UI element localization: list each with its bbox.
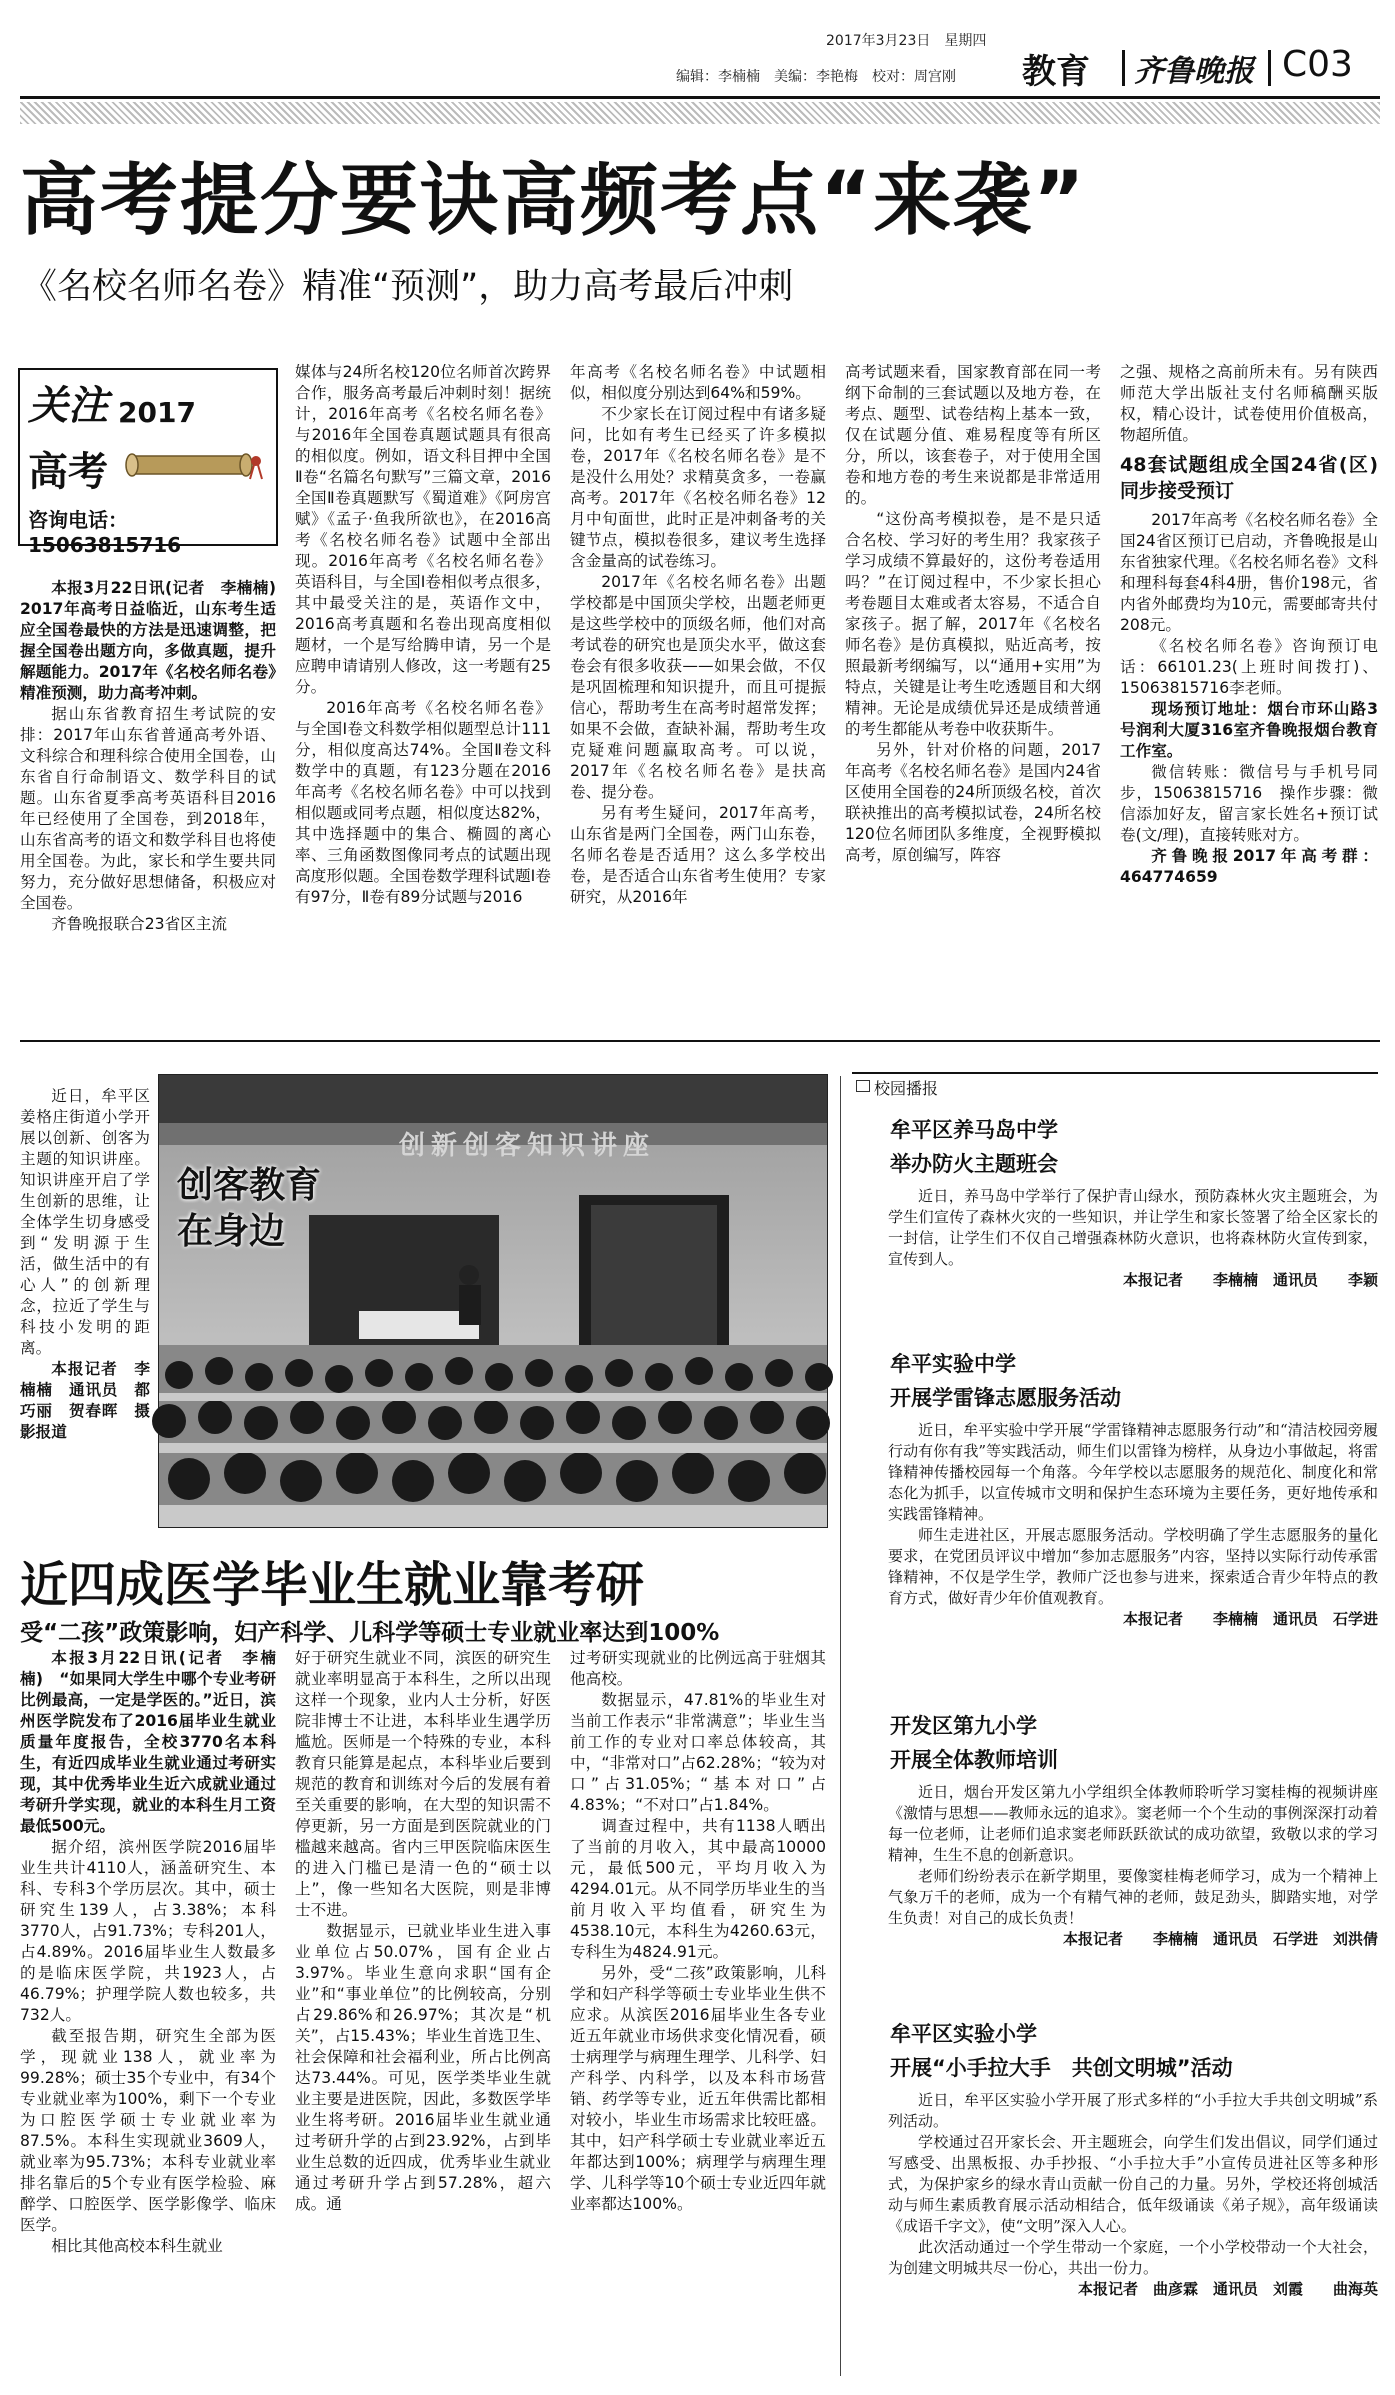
section-rule	[20, 1040, 1380, 1042]
brief-subtitle: 举办防火主题班会	[890, 1152, 1058, 1176]
brief-title: 牟平区养马岛中学	[890, 1118, 1058, 1142]
article1-paragraph: 现场预订地址：烟台市环山路3号润利大厦316室齐鲁晚报烟台教育工作室。	[1120, 700, 1378, 760]
paper-logo: 齐鲁晚报	[1134, 54, 1254, 89]
hotline-label: 咨询电话：	[28, 508, 128, 532]
article2-col2	[295, 1648, 551, 2376]
article1-paragraph: 高考试题来看，国家教育部在同一考纲下命制的三套试题以及地方卷，在考点、题型、试卷结构上基本一致，仅在试题分值、难易程度等有所区分，所以，该套卷子，对于使用全国卷和地方卷的考生来说都是非常适用的。	[845, 363, 1101, 507]
scroll-icon	[124, 448, 264, 482]
promo-year: 2017	[118, 396, 196, 429]
brief-byline: 本报记者 曲彦霖 通讯员 刘霞 曲海英	[1077, 2280, 1378, 2298]
brief-body	[888, 1186, 1378, 1291]
article1-paragraph: 不少家长在订阅过程中有诸多疑问，比如有考生已经买了许多模拟卷，2017年《名校名师名卷》是不是没什么用处？求精莫贪多，一卷赢高考。2017年《名校名师名卷》12月中旬面世，此时正是冲刺备考的关键节点，模拟卷很多，建议考生选择含金量高的试卷练习。	[570, 405, 826, 570]
photo-label-line1: 创客教育	[177, 1165, 322, 1206]
brief-title: 牟平实验中学	[890, 1352, 1016, 1376]
photo-banner-text: 创新创客知识讲座	[399, 1131, 656, 1161]
gaokao-promo-box	[18, 368, 278, 557]
article2-col1	[20, 1648, 276, 2376]
article1-paragraph: 2017年高考《名校名师名卷》全国24省区预订已启动，齐鲁晚报是山东省独家代理。《名校名师名卷》文科和理科每套4科4册，售价198元，省内省外邮费均为10元，需要邮寄共付208元。	[1120, 511, 1378, 634]
brief-subtitle: 开展全体教师培训	[890, 1748, 1058, 1772]
article2-paragraph: 据介绍，滨州医学院2016届毕业生共计4110人，涵盖研究生、本科、专科3个学历层次。其中，硕士研究生139人，占3.38%；本科3770人，占91.73%；专科201人，占4.89%。2016届毕业生人数最多的是临床医学院，共1923人，占46.79%；护理学院人数也较多，共732人。	[20, 1838, 276, 2024]
article1-paragraph: 2016年高考《名校名师名卷》与全国Ⅰ卷文科数学相似题型总计111分，相似度高达74%。全国Ⅱ卷文科数学中的真题，有123分题在2016年高考《名校名师名卷》中可以找到相似题或同考点题，相似度达82%，其中选择题中的集合、椭圆的离心率、三角函数图像同考点的试题出现高度形似题。全国卷数学理科试题Ⅰ卷有97分，Ⅱ卷有89分试题与2016	[295, 699, 551, 906]
brief-paragraph: 学校通过召开家长会、开主题班会，向学生们发出倡议，同学们通过写感受、出黑板报、办手抄报、“小手拉大手”小宣传员进社区等多种形式，为保护家乡的绿水青山贡献一份自己的力量。另外，学校还将创城活动与师生素质教育展示活动相结合，低年级诵读《弟子规》，高年级诵读《成语千字文》，使“文明”深入人心。	[888, 2133, 1378, 2235]
article1-paragraph: 另有考生疑问，2017年高考，山东省是两门全国卷，两门山东卷，名师名卷是否适用？这么多学校出卷，是否适合山东省考生使用？专家研究，从2016年	[570, 804, 826, 906]
briefs-column-title: 校园播报	[874, 1079, 939, 1098]
brief-item	[890, 1116, 1378, 1178]
photo-label-line2: 在身边	[177, 1211, 286, 1252]
brief-subtitle: 开展学雷锋志愿服务活动	[890, 1386, 1121, 1410]
brief-body	[888, 1782, 1378, 1950]
article1-paragraph: 齐鲁晚报联合23省区主流	[51, 915, 227, 933]
article2-paragraph: 过考研实现就业的比例远高于驻烟其他高校。	[570, 1649, 826, 1688]
article1-col3	[570, 362, 826, 1008]
article1-paragraph: 2017年《名校名师名卷》出题学校都是中国顶尖学校，出题老师更是这些学校中的顶级名师，他们对高考试卷的研究也是顶尖水平，做这套卷会有很多收获——如果会做，不仅是巩固梳理和知识提升，而且可提振信心，帮助考生在高考时超常发挥；如果不会做，查缺补漏，帮助考生攻克疑难问题赢取高考。可以说，2017年《名校名师名卷》是扶高卷、提分卷。	[570, 573, 826, 801]
brief-paragraph: 近日，牟平实验中学开展“学雷锋精神志愿服务行动”和“清洁校园旁履行动有你有我”等实践活动，师生们以雷锋为榜样，从身边小事做起，将雷锋精神传播校园每一个角落。今年学校以志愿服务的规范化、制度化和常态化为抓手，以宣传城市文明和保护生态环境为主要任务，更好地传承和实践雷锋精神。	[888, 1421, 1378, 1523]
section-name: 教育	[1022, 52, 1090, 92]
article1-col4	[845, 362, 1101, 1008]
photo-caption-col	[20, 1086, 150, 1526]
briefs-divider	[840, 1076, 841, 2376]
brief-paragraph: 老师们纷纷表示在新学期里，要像窦桂梅老师学习，成为一个精神上气象万千的老师，成为一个有精气神的老师，鼓足劲头，脚踏实地，对学生负责！对自己的成长负责！	[888, 1867, 1378, 1927]
promo-tag: 关注	[28, 382, 108, 429]
brief-byline: 本报记者 李楠楠 通讯员 石学进	[1122, 1610, 1378, 1628]
top-rule	[20, 96, 1380, 99]
masthead-divider-2	[1268, 50, 1271, 86]
article1-paragraph: 另外，针对价格的问题，2017年高考《名校名师名卷》是国内24省区使用全国卷的24所顶级名校，首次联袂推出的高考模拟试卷，24所名校120位名师团队多维度，全视野模拟高考，原创编写，阵容	[845, 741, 1101, 864]
article2-paragraph: 截至报告期，研究生全部为医学，现就业138人，就业率为99.28%；硕士35个专业中，有34个专业就业率为100%，剩下一个专业为口腔医学硕士专业就业率为87.5%。本科生实现就业3609人，就业率为95.73%；本科专业就业率排名靠后的5个专业有医学检验、麻醉学、口腔医学、医学影像学、临床医学。	[20, 2027, 276, 2234]
brief-subtitle: 开展“小手拉大手 共创文明城”活动	[890, 2056, 1233, 2080]
article2-paragraph: 另外，受“二孩”政策影响，儿科学和妇产科学等硕士专业毕业生供不应求。从滨医2016届毕业生各专业近五年就业市场供求变化情况看，硕士病理学与病理生理学、儿科学、妇产科学、内科学，以及本科市场营销、药学等专业，近五年供需比都相对较小，毕业生市场需求比较旺盛。其中，妇产科学硕士专业就业率近五年都达到100%；病理学与病理生理学、儿科学等10个硕士专业近四年就业率都达100%。	[570, 1964, 826, 2213]
masthead-divider	[1122, 50, 1125, 86]
photo-caption: 近日，牟平区姜格庄街道小学开展以创新、创客为主题的知识讲座。知识讲座开启了学生创新的思维，让全体学生切身感受到“发明源于生活，做生活中的有心人”的创新理念，拉近了学生与科技小发明的距离。	[20, 1087, 150, 1357]
article1-paragraph: 齐鲁晚报2017年高考群：464774659	[1120, 847, 1378, 886]
photo-label	[177, 1163, 321, 1255]
brief-paragraph: 近日，牟平区实验小学开展了形式多样的“小手拉大手共创文明城”系列活动。	[888, 2091, 1378, 2130]
article1-paragraph: 《名校名师名卷》咨询预订电话：66101.23(上班时间拨打)、15063815716李老师。	[1120, 637, 1378, 697]
lecture-photo	[158, 1074, 828, 1528]
article1-paragraph: 年高考《名校名师名卷》中试题相似，相似度分别达到64%和59%。	[570, 363, 826, 402]
article1-paragraph: “这份高考模拟卷，是不是只适合名校、学习好的考生用？我家孩子学习成绩不算最好的，这份考卷适用吗？”在订阅过程中，不少家长担心考卷题目太难或者太容易，不适合自家孩子。据了解，2017年《名校名师名卷》是仿真模拟，贴近高考，按照最新考纲编写，以“通用+实用”为特点，关键是让考生吃透题目和大纲精神。无论是成绩优异还是成绩普通的考生都能从考卷中收获斯牛。	[845, 510, 1101, 738]
issue-date: 2017年3月23日 星期四	[826, 33, 987, 49]
brief-body	[888, 2090, 1378, 2300]
brief-item	[890, 1712, 1378, 1774]
article2-paragraph: 相比其他高校本科生就业	[51, 2237, 223, 2255]
article2-paragraph: 数据显示，已就业毕业生进入事业单位占50.07%，国有企业占3.97%。毕业生意向求职“国有企业”和“事业单位”的比例较高，分别占29.86%和26.97%；其次是“机关”，占15.43%；毕业生首选卫生、社会保障和社会福利业，所占比例高达73.44%。可见，医学类毕业生就业主要是进医院，因此，多数医学毕业生将考研。2016届毕业生就业通过考研升学的占到23.92%，占到毕业生总数的近四成，优秀毕业生就业通过考研升学占到57.28%，超六成。通	[295, 1922, 551, 2213]
page-number: C03	[1282, 44, 1353, 85]
brief-item	[890, 2020, 1378, 2082]
brief-paragraph: 近日，养马岛中学举行了保护青山绿水，预防森林火灾主题班会，为学生们宣传了森林火灾的一些知识，并让学生和家长签署了给全区家长的一封信，让学生们不仅自己增强森林防火意识，也将森林防火宣传到家，宣传到人。	[888, 1187, 1378, 1268]
editor-credits: 编辑：李楠楠 美编：李艳梅 校对：周宫刚	[676, 69, 956, 85]
brief-item	[890, 1350, 1378, 1412]
lead-headline: 高考提分要诀高频考点“来袭”	[20, 156, 1087, 246]
article2-paragraph: 调查过程中，共有1138人晒出了当前的月收入，其中最高10000元，最低500元，平均月收入为4294.01元。从不同学历毕业生的当前月收入平均值看，研究生为4538.10元，本科生为4260.63元，专科生为4824.91元。	[570, 1817, 826, 1961]
article1-subheading: 48套试题组成全国24省(区)同步接受预订	[1120, 454, 1378, 502]
hatched-band	[20, 102, 1380, 124]
article1-lede: 本报3月22日讯(记者 李楠楠) 2017年高考日益临近，山东考生适应全国卷最快的方法是迅速调整，把握全国卷出题方向，多做真题，提升解题能力。2017年《名校名师名卷》精准预测，助力高考冲刺。	[20, 579, 292, 702]
article1-col5	[1120, 362, 1378, 1008]
promo-label: 高考	[28, 449, 108, 495]
article2-paragraph: 好于研究生就业不同，滨医的研究生就业率明显高于本科生，之所以出现这样一个现象，业内人士分析，好医院非博士不让进，本科毕业生遇学历尴尬。医师是一个特殊的专业，本科教育只能算是起点，本科毕业后要到规范的教育和训练对今后的发展有着至关重要的影响，在大型的知识需不停更新，另一方面是到医院就业的门槛越来越高。省内三甲医院临床医生的进入门槛已是清一色的“硕士以上”，像一些知名大医院，则是非博士不进。	[295, 1649, 551, 1919]
article1-paragraph: 据山东省教育招生考试院的安排：2017年山东省普通高考外语、文科综合和理科综合使用全国卷，山东省自行命制语文、数学科目的试题。山东省夏季高考英语科目2016年已经使用了全国卷，到2018年，山东省高考的语文和数学科目也将使用全国卷。为此，家长和学生要共同努力，充分做好思想储备，积极应对全国卷。	[20, 705, 276, 912]
brief-title: 牟平区实验小学	[890, 2022, 1037, 2046]
hotline-number: 15063815716	[28, 533, 182, 557]
article2-headline: 近四成医学毕业生就业靠考研	[20, 1557, 645, 1613]
campus-briefs	[852, 1072, 1378, 2376]
article1-col1	[20, 578, 292, 1008]
article2-subhead: 受“二孩”政策影响，妇产科学、儿科学等硕士专业就业率达到100%	[20, 1620, 720, 1646]
brief-paragraph: 近日，烟台开发区第九小学组织全体教师聆听学习窦桂梅的视频讲座《激情与思想——教师永远的追求》。窦老师一个个生动的事例深深打动着每一位老师，让老师们追求窦老师跃跃欲试的成功欲望，致敬以求的学习精神，生生不息的创新意识。	[888, 1783, 1378, 1864]
article2-lede: 本报3月22日讯(记者 李楠楠) “如果同大学生中哪个专业考研比例最高，一定是学医的。”近日，滨州医学院发布了2016届毕业生就业质量年度报告，全校3770名本科生，有近四成毕业生就业通过考研实现，其中优秀毕业生近六成就业通过考研升学实现，就业的本科生月工资最低500元。	[20, 1649, 276, 1835]
briefs-header	[852, 1072, 1378, 1100]
brief-paragraph: 师生走进社区，开展志愿服务活动。学校明确了学生志愿服务的量化要求，在党团员评议中增加“参加志愿服务”内容，坚持以实际行动传承雷锋精神，不仅是学生学，教师广泛也参与进来，探索适合青少年特点的教育方式，做好青少年价值观教育。	[888, 1526, 1378, 1607]
brief-byline: 本报记者 李楠楠 通讯员 李颖	[1122, 1271, 1378, 1289]
briefs-square-icon	[856, 1080, 870, 1092]
brief-byline: 本报记者 李楠楠 通讯员 石学进 刘洪倩	[1062, 1930, 1378, 1948]
lead-subhead: 《名校名师名卷》精准“预测”，助力高考最后冲刺	[22, 267, 794, 307]
brief-paragraph: 此次活动通过一个学生带动一个家庭，一个小学校带动一个大社会，为创建文明城共尽一份心，共出一份力。	[888, 2238, 1378, 2277]
article1-paragraph: 微信转账：微信号与手机号同步，15063815716 操作步骤：微信添加好友，留言家长姓名+预订试卷(文/理)，直接转账对方。	[1120, 763, 1378, 844]
photo-credit: 本报记者 李楠楠 通讯员 都巧丽 贺春晖 摄影报道	[20, 1360, 150, 1441]
brief-body	[888, 1420, 1378, 1630]
article1-paragraph: 之强、规格之高前所未有。另有陕西师范大学出版社支付名师稿酬买版权，精心设计，试卷使用价值极高，物超所值。	[1120, 363, 1378, 444]
article2-paragraph: 数据显示，47.81%的毕业生对当前工作表示“非常满意”；毕业生当前工作的专业对口率总体较高，其中，“非常对口”占62.28%；“较为对口”占31.05%；“基本对口”占4.83%；“不对口”占1.84%。	[570, 1691, 826, 1814]
article1-paragraph: 媒体与24所名校120位名师首次跨界合作，服务高考最后冲刺时刻！据统计，2016年高考《名校名师名卷》与2016年全国卷真题试题具有很高的相似度。例如，语文科目押中全国Ⅱ卷“名篇名句默写”三篇文章，2016全国Ⅱ卷真题默写《蜀道难》《阿房宫赋》《孟子·鱼我所欲也》，在2016高考《名校名师名卷》试题中全部出现。2016年高考《名校名师名卷》英语科目，与全国Ⅰ卷相似考点很多，其中最受关注的是，英语作文中，2016高考真题和名卷出现高度相似题材，一个是写给腾申请，另一个是应聘申请请别人修改，这一考题有25分。	[295, 363, 551, 696]
article2-col3	[570, 1648, 826, 2376]
brief-title: 开发区第九小学	[890, 1714, 1037, 1738]
article1-col2	[295, 362, 551, 1008]
